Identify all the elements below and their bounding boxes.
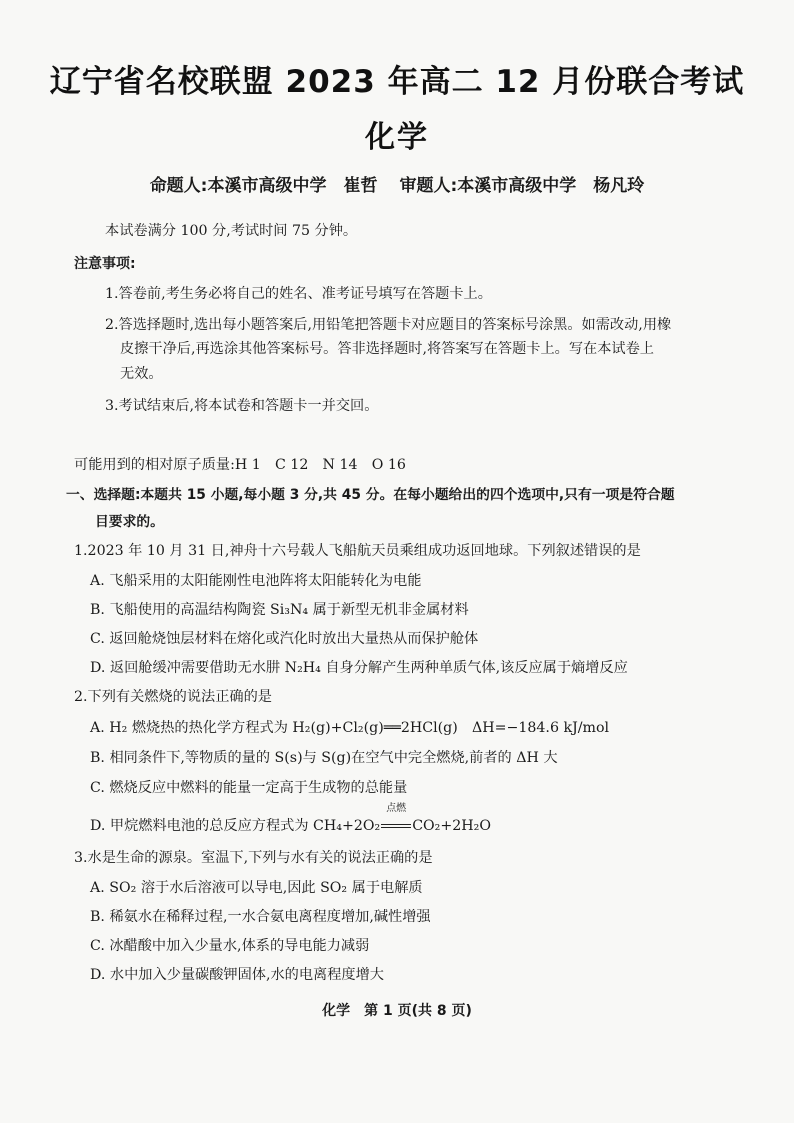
question-1-option-d: D. 返回舱缓冲需要借助无水肼 N₂H₄ 自身分解产生两种单质气体,该反应属于熵增反应 [90,660,628,676]
atomic-masses: 可能用到的相对原子质量:H 1 C 12 N 14 O 16 [74,457,406,473]
page-footer: 化学 第 1 页(共 8 页) [322,1003,472,1019]
reaction-condition [381,803,411,836]
option-d-left: D. 甲烷燃料电池的总反应方程式为 CH₄+2O₂ [90,818,381,834]
question-1-option-b: B. 飞船使用的高温结构陶瓷 Si₃N₄ 属于新型无机非金属材料 [90,602,469,618]
notice-item: 无效。 [120,366,163,382]
question-3-option-c: C. 冰醋酸中加入少量水,体系的导电能力减弱 [90,938,370,954]
question-3-option-a: A. SO₂ 溶于水后溶液可以导电,因此 SO₂ 属于电解质 [90,880,423,896]
question-2-option-a: A. H₂ 燃烧热的热化学方程式为 H₂(g)+Cl₂(g)══2HCl(g) ΔH=−184.6 kJ/mol [90,720,610,736]
question-2-stem: 2.下列有关燃烧的说法正确的是 [74,689,272,705]
question-1-option-a: A. 飞船采用的太阳能刚性电池阵将太阳能转化为电能 [90,573,422,589]
notice-item: 1.答卷前,考生务必将自己的姓名、准考证号填写在答题卡上。 [105,286,492,302]
question-2-option-d [90,803,491,836]
question-2-option-b: B. 相同条件下,等物质的量的 S(s)与 S(g)在空气中完全燃烧,前者的 ΔH 大 [90,750,558,766]
question-3-option-b: B. 稀氨水在稀释过程,一水合氨电离程度增加,碱性增强 [90,909,431,925]
notice-item: 3.考试结束后,将本试卷和答题卡一并交回。 [105,398,379,414]
authors-line [0,171,794,196]
exam-intro: 本试卷满分 100 分,考试时间 75 分钟。 [105,223,358,239]
question-1-option-c: C. 返回舱烧蚀层材料在熔化或汽化时放出大量热从而保护舱体 [90,631,479,647]
notice-heading: 注意事项: [74,256,136,272]
question-3-stem: 3.水是生命的源泉。室温下,下列与水有关的说法正确的是 [74,850,433,866]
question-3-option-d: D. 水中加入少量碳酸钾固体,水的电离程度增大 [90,967,384,983]
question-1-stem: 1.2023 年 10 月 31 日,神舟十六号载人飞船航天员乘组成功返回地球。下列叙述错误的是 [74,543,641,559]
option-d-right: CO₂+2H₂O [412,818,491,834]
condition-label: 点燃 [386,803,407,814]
question-2-option-c: C. 燃烧反应中燃料的能量一定高于生成物的总能量 [90,780,408,796]
notice-item: 皮擦干净后,再选涂其他答案标号。答非选择题时,将答案写在答题卡上。写在本试卷上 [120,341,654,357]
notice-item: 2.答选择题时,选出每小题答案后,用铅笔把答题卡对应题目的答案标号涂黑。如需改动,用橡 [105,317,672,333]
reaction-arrow [381,824,411,828]
question-reviewer: 审题人:本溪市高级中学 杨凡玲 [399,176,645,196]
subject-title: 化学 [365,120,429,155]
exam-title: 辽宁省名校联盟 2023 年高二 12 月份联合考试 [49,64,745,100]
section-heading-cont: 目要求的。 [95,514,164,530]
section-heading: 一、选择题:本题共 15 小题,每小题 3 分,共 45 分。在每小题给出的四个选项中,只有一项是符合题 [66,487,675,503]
question-setter: 命题人:本溪市高级中学 崔哲 [149,176,378,196]
